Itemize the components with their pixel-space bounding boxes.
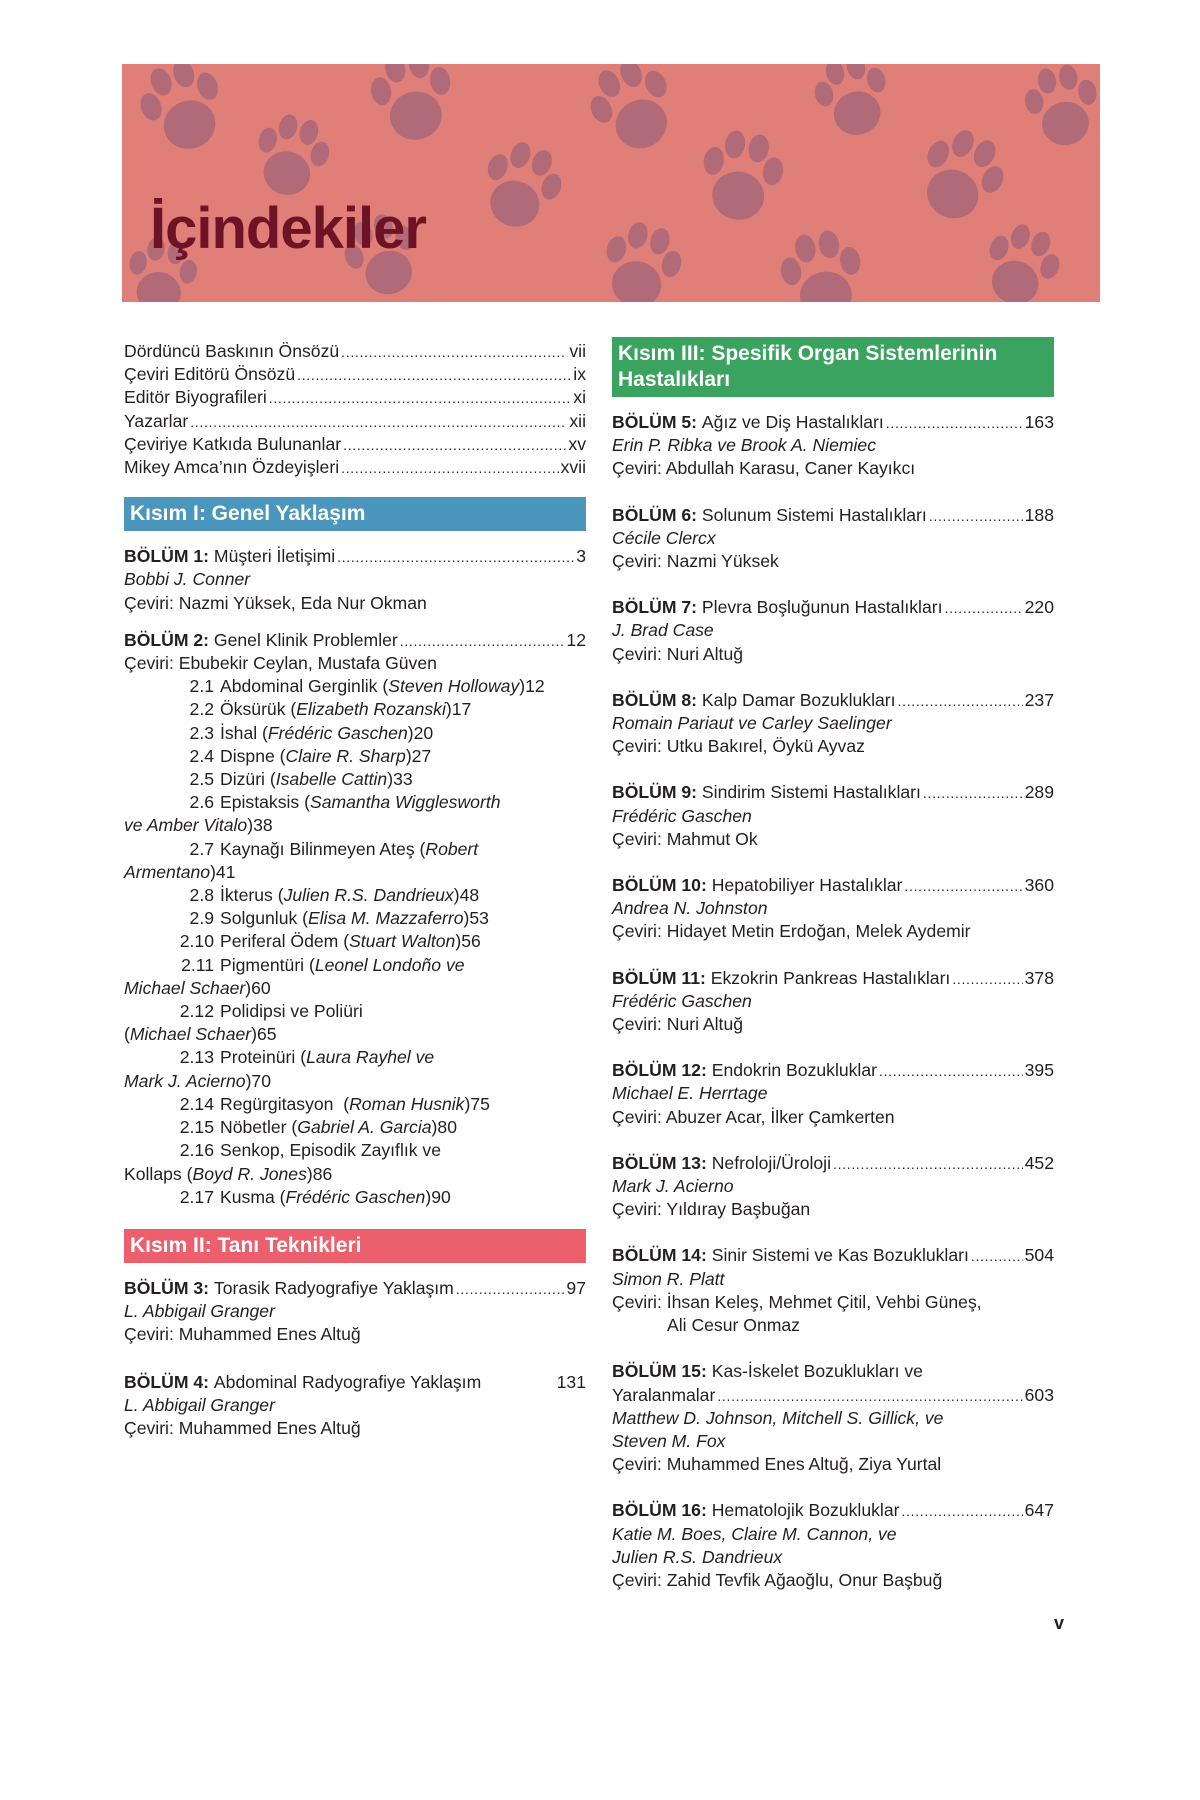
chapter-authors: Cécile Clercx <box>612 527 716 548</box>
chapter-12[interactable]: BÖLÜM 12: Endokrin Bozukluklar . . . 395 Michael E. Herrtage Çeviri: Abuzer Acar, İlker Çamkerten <box>612 1059 1054 1129</box>
dot-leader <box>904 874 1022 897</box>
chapter-authors: Simon R. Platt <box>612 1268 725 1289</box>
chapter-authors: Katie M. Boes, Claire M. Cannon, ve <box>612 1523 897 1544</box>
chapter-authors: Michael E. Herrtage <box>612 1083 768 1104</box>
subsection-entry[interactable]: 2.13 Proteinüri ( Laura Rayhel ve <box>179 1047 435 1068</box>
dot-leader <box>190 410 567 433</box>
chapter-authors: Romain Pariaut ve Carley Saelinger <box>612 713 892 734</box>
chapter-authors: L. Abbigail Granger <box>124 1394 275 1415</box>
toc-left-column <box>124 340 586 1440</box>
subsection-entry-continued[interactable]: Armentano ) 41 <box>124 861 236 882</box>
subsection-entry[interactable]: 2.8 İkterus ( Julien R.S. Dandrieux ) 48 <box>189 885 480 906</box>
chapter-translators: Çeviri: Abdullah Karasu, Caner Kayıkcı <box>612 458 916 479</box>
subsection-entry[interactable]: 2.7 Kaynağı Bilinmeyen Ateş ( Robert <box>189 838 479 859</box>
subsection-entry[interactable]: 2.17 Kusma ( Frédéric Gaschen ) 90 <box>179 1186 451 1207</box>
chapter-translators: Çeviri: Abuzer Acar, İlker Çamkerten <box>612 1106 895 1127</box>
subsection-entry[interactable]: 2.9 Solgunluk ( Elisa M. Mazzaferro ) 53 <box>189 908 489 929</box>
subsection-entry[interactable]: 2.14 Regürgitasyon ( Roman Husnik ) 75 <box>179 1093 490 1114</box>
toc-entry[interactable]: Editör Biyografileri . . . xi <box>124 386 586 409</box>
subsection-entry-continued[interactable]: Kollaps ( Boyd R. Jones ) 86 <box>124 1163 333 1184</box>
dot-leader <box>337 545 574 568</box>
chapter-11[interactable]: BÖLÜM 11: Ekzokrin Pankreas Hastalıkları . . . 378 Frédéric Gaschen Çeviri: Nuri Altuğ <box>612 967 1054 1037</box>
paw-pattern-icon <box>122 64 1100 302</box>
chapter-translators-continued: Ali Cesur Onmaz <box>667 1315 800 1336</box>
chapter-14[interactable]: BÖLÜM 14: Sinir Sistemi ve Kas Bozuklukları . . . 504 Simon R. Platt Çeviri: İhsan Keleş, Mehmet Çitil, Vehbi Güneş, Ali Cesur Onmaz <box>612 1244 1054 1337</box>
chapter-2[interactable]: BÖLÜM 2: Genel Klinik Problemler . . . 12 Çeviri: Ebubekir Ceylan, Mustafa Güven 2.1 Abdominal Gerginlik ( Steven Holloway ) 12 2.2 Öksürük ( Elizabeth Rozanski ) 17 2.3 İshal ( Frédéric Gaschen ) 20 2.4 Dispne ( Claire R. Sharp ) 27 2.5 Dizüri ( Isabelle Cattin ) 33 2.6 Epistaksis ( Samantha Wigglesworth ve Amber Vitalo ) 38 2.7 Kaynağı Bilinmeyen Ateş ( Robert Armentano ) 41 2.8 İkterus ( Julien R.S. Dandrieux ) 48 2.9 Solgunluk ( Elisa M. Mazzaferro ) 53 2.10 Periferal Ödem ( Stuart Walton ) 56 2.11 Pigmentüri ( Leonel Londoño ve Michael Schaer ) 60 2.12 Polidipsi ve Poliüri ( Michael Schaer ) 65 2.13 Proteinüri ( Laura Rayhel ve Mark J. Acierno ) 70 2.14 Regürgitasyon ( Roman Husnik ) 75 2.15 Nöbetler ( Gabriel A. Garcia ) 80 2.16 Senkop, Episodik Zayıflık ve Kollaps ( Boyd R. Jones ) 86 2.17 Kusma ( Frédéric Gaschen ) 90 <box>124 629 586 1209</box>
chapter-authors: Frédéric Gaschen <box>612 805 752 826</box>
subsection-entry[interactable]: 2.16 Senkop, Episodik Zayıflık ve <box>179 1140 442 1161</box>
chapter-translators: Çeviri: Nazmi Yüksek, Eda Nur Okman <box>124 592 427 613</box>
chapter-translators: Çeviri: Nuri Altuğ <box>612 1014 744 1035</box>
dot-leader <box>269 386 572 409</box>
chapter-authors: Mark J. Acierno <box>612 1176 734 1197</box>
dot-leader <box>400 629 565 652</box>
chapter-16[interactable]: BÖLÜM 16: Hematolojik Bozukluklar . . . 647 Katie M. Boes, Claire M. Cannon, ve Julien R.S. Dandrieux Çeviri: Zahid Tevfik Ağaoğlu, Onur Başbuğ <box>612 1499 1054 1592</box>
dot-leader <box>343 433 566 456</box>
page-title: İçindekiler <box>150 196 426 261</box>
dot-leader <box>901 1499 1022 1522</box>
dot-leader <box>297 363 571 386</box>
subsection-entry[interactable]: 2.5 Dizüri ( Isabelle Cattin ) 33 <box>189 769 413 790</box>
chapter-translators: Çeviri: Muhammed Enes Altuğ, Ziya Yurtal <box>612 1454 942 1475</box>
header-banner <box>122 64 1100 302</box>
subsection-entry[interactable]: 2.2 Öksürük ( Elizabeth Rozanski ) 17 <box>189 699 472 720</box>
subsection-entry[interactable]: 2.3 İshal ( Frédéric Gaschen ) 20 <box>189 722 434 743</box>
dot-leader <box>717 1384 1022 1407</box>
chapter-8[interactable]: BÖLÜM 8: Kalp Damar Bozuklukları . . . 237 Romain Pariaut ve Carley Saelinger Çeviri: Utku Bakırel, Öykü Ayvaz <box>612 689 1054 759</box>
dot-leader <box>971 1244 1023 1267</box>
subsection-entry[interactable]: 2.11 Pigmentüri ( Leonel Londoño ve <box>181 954 465 975</box>
chapter-translators: Çeviri: Nuri Altuğ <box>612 643 744 664</box>
dot-leader <box>945 596 1023 619</box>
chapter-authors-continued: Julien R.S. Dandrieux <box>612 1546 783 1567</box>
subsection-entry[interactable]: 2.6 Epistaksis ( Samantha Wigglesworth <box>189 792 501 813</box>
chapter-13[interactable]: BÖLÜM 13: Nefroloji/Üroloji . . . 452 Mark J. Acierno Çeviri: Yıldıray Başbuğan <box>612 1152 1054 1222</box>
toc-entry[interactable]: Dördüncü Baskının Önsözü . . . vii <box>124 340 586 363</box>
dot-leader <box>886 411 1023 434</box>
subsection-entry-continued[interactable]: ( Michael Schaer ) 65 <box>124 1024 277 1045</box>
chapter-6[interactable]: BÖLÜM 6: Solunum Sistemi Hastalıkları . . . 188 Cécile Clercx Çeviri: Nazmi Yüksek <box>612 504 1054 574</box>
dot-leader <box>456 1277 565 1300</box>
chapter-translators: Çeviri: Muhammed Enes Altuğ <box>124 1324 361 1345</box>
chapter-translators: Çeviri: Utku Bakırel, Öykü Ayvaz <box>612 736 865 757</box>
part-header-1: Kısım I: Genel Yaklaşım <box>124 497 586 531</box>
chapter-10[interactable]: BÖLÜM 10: Hepatobiliyer Hastalıklar . . . 360 Andrea N. Johnston Çeviri: Hidayet Metin Erdoğan, Melek Aydemir <box>612 874 1054 944</box>
subsection-entry-continued[interactable]: Michael Schaer ) 60 <box>124 977 271 998</box>
subsection-entry-continued[interactable]: Mark J. Acierno ) 70 <box>124 1070 271 1091</box>
chapter-authors: J. Brad Case <box>612 620 714 641</box>
chapter-translators: Çeviri: Muhammed Enes Altuğ <box>124 1417 361 1438</box>
chapter-authors: Frédéric Gaschen <box>612 990 752 1011</box>
subsection-entry[interactable]: 2.10 Periferal Ödem ( Stuart Walton ) 56 <box>179 931 481 952</box>
chapter-3[interactable]: BÖLÜM 3: Torasik Radyografiye Yaklaşım . . . 97 L. Abbigail Granger Çeviri: Muhammed Enes Altuğ <box>124 1277 586 1347</box>
part-header-2: Kısım II: Tanı Teknikleri <box>124 1229 586 1263</box>
part-header-3: Kısım III: Spesifik Organ Sistemlerinin Hastalıkları <box>612 337 1054 397</box>
dot-leader <box>833 1152 1023 1175</box>
subsection-entry-continued[interactable]: ve Amber Vitalo ) 38 <box>124 815 273 836</box>
subsection-entry[interactable]: 2.15 Nöbetler ( Gabriel A. Garcia ) 80 <box>179 1117 457 1138</box>
dot-leader <box>929 504 1023 527</box>
dot-leader <box>923 781 1023 804</box>
dot-leader <box>898 689 1023 712</box>
subsection-entry[interactable]: 2.1 Abdominal Gerginlik ( Steven Holloway ) 12 <box>189 676 545 697</box>
chapter-authors: Matthew D. Johnson, Mitchell S. Gillick, ve <box>612 1407 944 1428</box>
toc-right-column <box>612 337 1054 1592</box>
dot-leader <box>341 340 567 363</box>
chapter-translators: Çeviri: Hidayet Metin Erdoğan, Melek Aydemir <box>612 921 971 942</box>
chapter-translators: Çeviri: İhsan Keleş, Mehmet Çitil, Vehbi Güneş, <box>612 1291 982 1312</box>
dot-leader <box>341 456 558 479</box>
dot-leader <box>879 1059 1023 1082</box>
chapter-authors: Andrea N. Johnston <box>612 898 768 919</box>
chapter-translators: Çeviri: Ebubekir Ceylan, Mustafa Güven <box>124 653 437 674</box>
chapter-translators: Çeviri: Yıldıray Başbuğan <box>612 1199 811 1220</box>
toc-entry[interactable]: Mikey Amca’nın Özdeyişleri . . . xvii <box>124 456 586 479</box>
page-number: v <box>1054 1613 1065 1633</box>
subsection-entry[interactable]: 2.12 Polidipsi ve Poliüri <box>179 1001 363 1022</box>
front-matter <box>124 340 586 479</box>
chapter-5[interactable]: BÖLÜM 5: Ağız ve Diş Hastalıkları . . . 163 Erin P. Ribka ve Brook A. Niemiec Çeviri: Abdullah Karasu, Caner Kayıkcı <box>612 411 1054 481</box>
chapter-authors-continued: Steven M. Fox <box>612 1430 726 1451</box>
toc-entry[interactable]: Çeviriye Katkıda Bulunanlar . . . xv <box>124 433 586 456</box>
chapter-9[interactable]: BÖLÜM 9: Sindirim Sistemi Hastalıkları . . . 289 Frédéric Gaschen Çeviri: Mahmut Ok <box>612 781 1054 851</box>
subsection-entry[interactable]: 2.4 Dispne ( Claire R. Sharp ) 27 <box>189 745 432 766</box>
chapter-authors: L. Abbigail Granger <box>124 1301 275 1322</box>
toc-entry[interactable]: Çeviri Editörü Önsözü . . . ix <box>124 363 586 386</box>
chapter-1[interactable]: BÖLÜM 1: Müşteri İletişimi . . . 3 Bobbi J. Conner Çeviri: Nazmi Yüksek, Eda Nur Okman <box>124 545 586 615</box>
chapter-4[interactable]: BÖLÜM 4: Abdominal Radyografiye Yaklaşım 131 L. Abbigail Granger Çeviri: Muhammed Enes Altuğ <box>124 1371 586 1441</box>
chapter-translators: Çeviri: Zahid Tevfik Ağaoğlu, Onur Başbuğ <box>612 1569 943 1590</box>
chapter-7[interactable]: BÖLÜM 7: Plevra Boşluğunun Hastalıkları . . . 220 J. Brad Case Çeviri: Nuri Altuğ <box>612 596 1054 666</box>
chapter-authors: Erin P. Ribka ve Brook A. Niemiec <box>612 435 877 456</box>
dot-leader <box>952 967 1022 990</box>
chapter-translators: Çeviri: Mahmut Ok <box>612 828 758 849</box>
chapter-translators: Çeviri: Nazmi Yüksek <box>612 551 779 572</box>
chapter-authors: Bobbi J. Conner <box>124 569 251 590</box>
toc-entry[interactable]: Yazarlar . . . xii <box>124 410 586 433</box>
chapter-15[interactable]: BÖLÜM 15: Kas-İskelet Bozuklukları ve Yaralanmalar . . . 603 Matthew D. Johnson, Mitchell S. Gillick, ve Steven M. Fox Çeviri: Muhammed Enes Altuğ, Ziya Yurtal <box>612 1360 1054 1476</box>
